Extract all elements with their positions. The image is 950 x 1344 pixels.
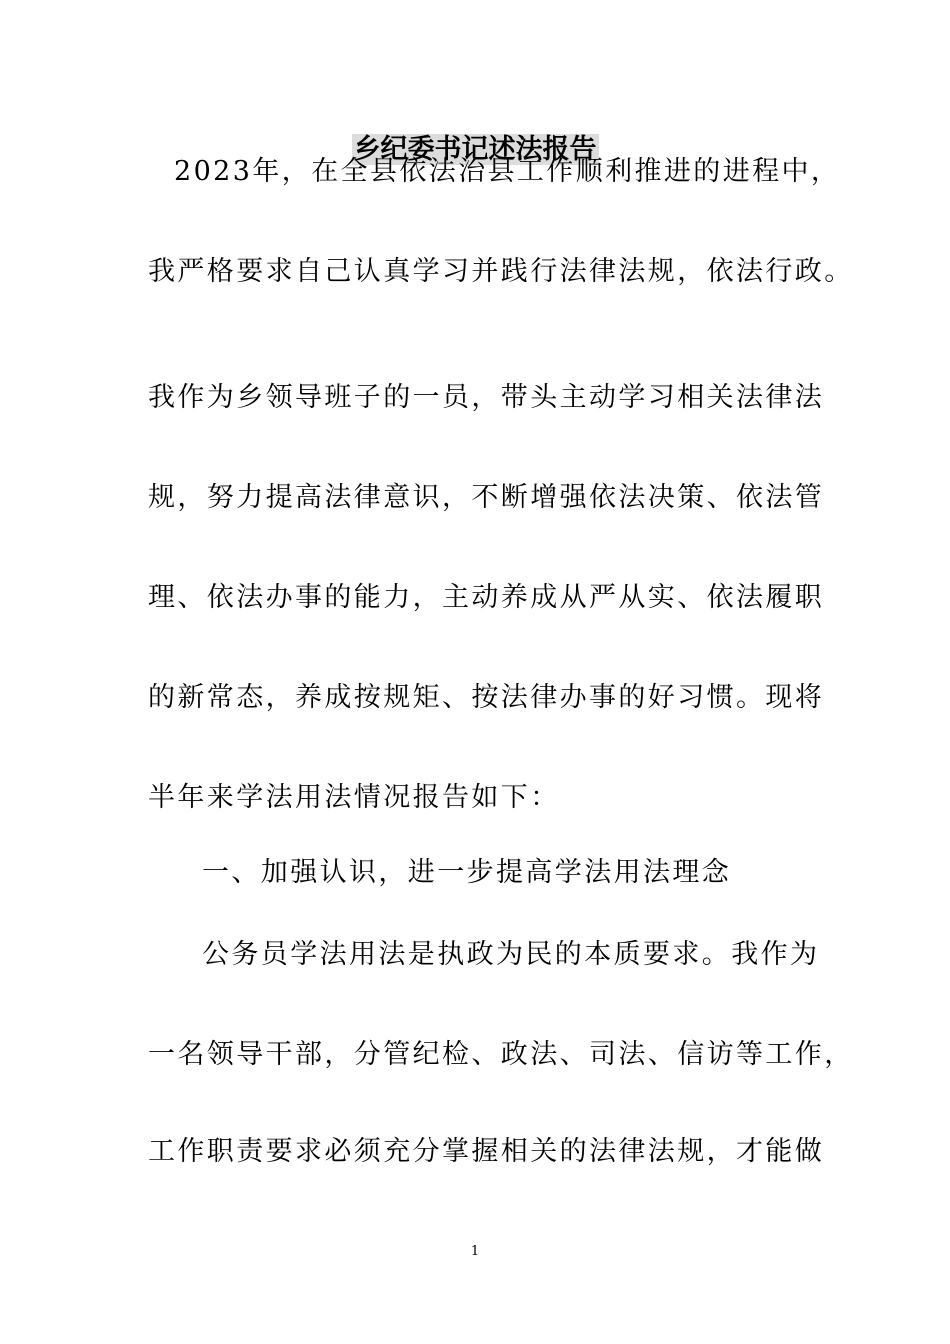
paragraph-line: 我严格要求自己认真学习并践行法律法规，依法行政。 xyxy=(148,256,854,287)
paragraph-line: 半年来学法用法情况报告如下： xyxy=(148,782,560,813)
section-heading: 一、加强认识，进一步提高学法用法理念 xyxy=(202,857,732,888)
page-number: 1 xyxy=(470,1244,480,1259)
paragraph-line: 2023年，在全县依法治县工作顺利推进的进程中， xyxy=(174,156,841,187)
document-title: 乡纪委书记述法报告 xyxy=(353,134,597,165)
paragraph-line: 理、依法办事的能力，主动养成从严从实、依法履职 xyxy=(148,582,825,613)
paragraph-line: 公务员学法用法是执政为民的本质要求。我作为 xyxy=(202,939,820,970)
paragraph-line: 规，努力提高法律意识，不断增强依法决策、依法管 xyxy=(148,482,825,513)
paragraph-line: 一名领导干部，分管纪检、政法、司法、信访等工作， xyxy=(148,1039,854,1070)
paragraph-line: 的新常态，养成按规矩、按法律办事的好习惯。现将 xyxy=(148,682,825,713)
paragraph-line: 我作为乡领导班子的一员，带头主动学习相关法律法 xyxy=(148,382,825,413)
paragraph-line: 工作职责要求必须充分掌握相关的法律法规，才能做 xyxy=(148,1136,825,1167)
